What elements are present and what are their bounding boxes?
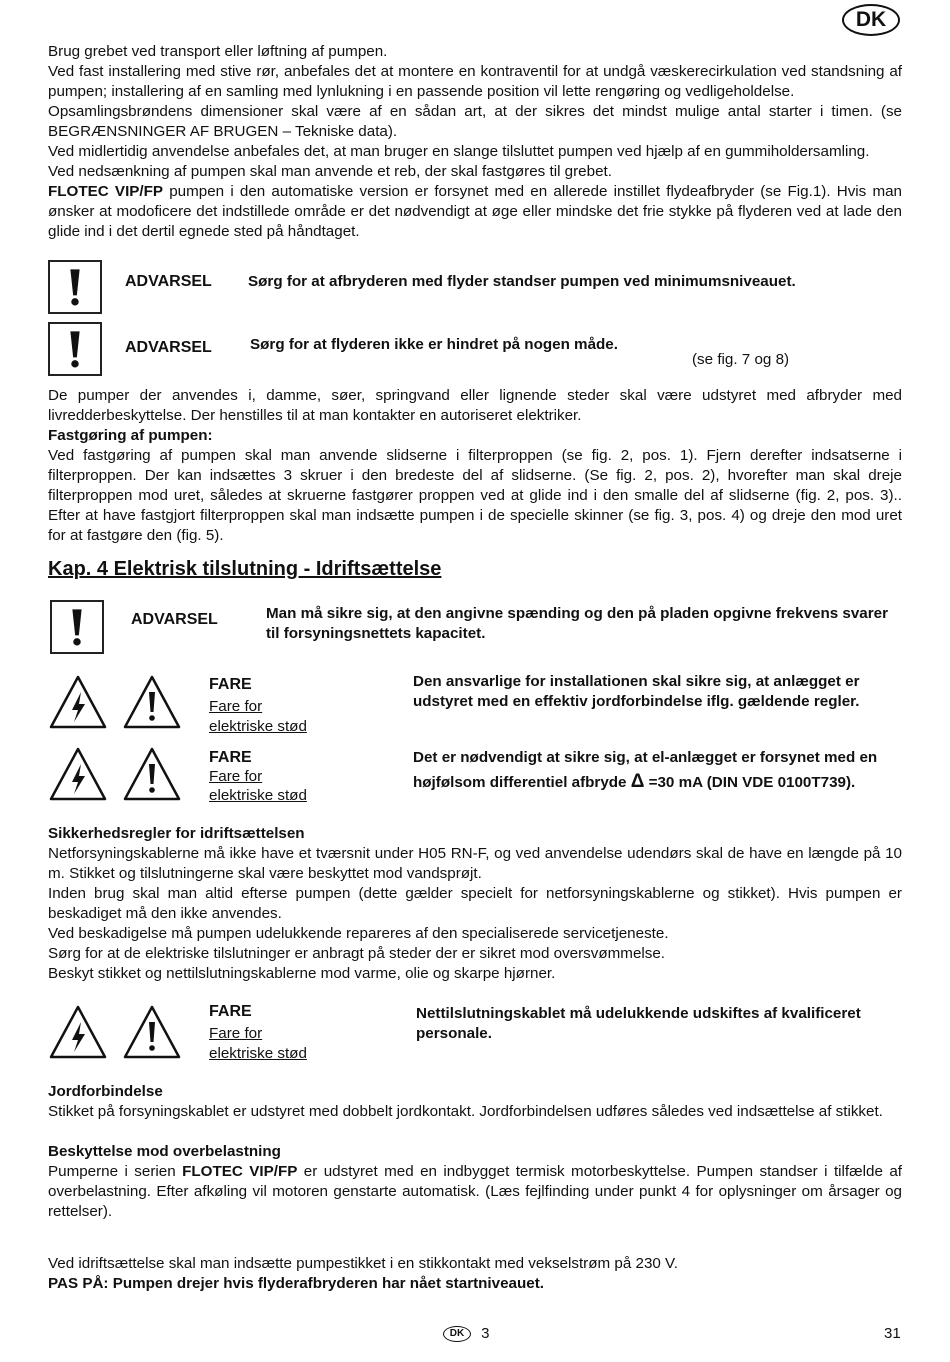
product-name: FLOTEC VIP/FP <box>182 1163 298 1180</box>
safety-p4: Sørg for at de elektriske tilslutninger er anbragt på steder der er sikret mod oversvømmelse. <box>48 945 666 962</box>
delta-symbol: Δ <box>630 771 645 792</box>
earth-title: Jordforbindelse <box>48 1083 163 1100</box>
warning-text: Sørg for at flyderen ikke er hindret på nogen måde. <box>250 336 618 353</box>
danger-text-line-2 <box>413 772 903 793</box>
fastening-text: Ved fastgøring af pumpen skal man anvende slidserne i filterproppen (se fig. 2, pos. 1). Fjern derefter indsatserne i filterproppen. Der kan indsættes 3 skruer i den bredeste del af slidserne. (Se fig. 2, pos. 2), hvorefter man skal dreje filterproppen mod uret, således at skruerne fastgører proppen ved at glide ind i den smalle del af slidserne (fig. 2, pos. 3).. Efter at have fastgjort filterproppen skal man indsætte pumpen i de specielle skinner (se fig. 3, pos. 4) og dreje den mod uret for at fastgøre den (fig. 5). <box>48 447 902 544</box>
overload-text-b: er udstyret med en indbygget termisk motorbeskyttelse. Pumpen standser i tilfælde af overbelastning. Efter afkøling vil motoren genstarte automatisk. (Læs fejlfinding under punkt 4 for oplysninger om årsager og rettelser). <box>48 1163 902 1220</box>
danger-labels <box>209 675 307 737</box>
electric-shock-icon <box>48 1004 108 1060</box>
danger-block-3 <box>48 998 902 1082</box>
warning-text: Man må sikre sig, at den angivne spænding og den på pladen opgivne frekvens svarer til forsyningsnettets kapacitet. <box>266 605 889 642</box>
safety-title: Sikkerhedsregler for idriftsættelsen <box>48 825 305 842</box>
danger-text-line-1: Det er nødvendigt at sikre sig, at el-anlægget er forsynet med en <box>413 749 878 766</box>
warning-text: Sørg for at afbryderen med flyder standser pumpen ved minimumsniveauet. <box>248 273 796 290</box>
danger-labels <box>209 748 307 805</box>
danger-sub-1: Fare for <box>209 768 263 785</box>
safety-p3: Ved beskadigelse må pumpen udelukkende repareres af den specialiserede servicetjeneste. <box>48 925 669 942</box>
warning-block-2 <box>48 322 902 384</box>
danger-sub-2: elektriske stød <box>209 787 307 804</box>
intro-p6-text: pumpen i den automatiske version er forsynet med en allerede instillet flydeafbryder (se Fig.1). Hvis man ønsker at modoficere det indstillede område er det nødvendigt at øge eller mindske det frie stykke på flyderen ved at lade den glide ind i det dertil egnede sted på håndtaget. <box>48 183 902 240</box>
danger-text: Nettilslutningskablet må udelukkende udskiftes af kvalificeret personale. <box>416 1005 861 1042</box>
danger-sub-1: Fare for <box>209 698 263 715</box>
danger-title: FARE <box>209 749 252 766</box>
footer-section <box>443 1324 490 1344</box>
danger-labels <box>209 1002 307 1064</box>
footer-language-badge: DK <box>443 1326 471 1342</box>
safety-p1: Netforsyningskablerne må ikke have et tværsnit under H05 RN-F, og ved anvendelse udendørs skal de have en længde på 10 m. Stikket og tilslutningerne skal være beskyttet mod vandsprøjt. <box>48 845 902 882</box>
startup-p2: PAS PÅ: Pumpen drejer hvis flyderafbryderen har nået startniveauet. <box>48 1275 544 1292</box>
chapter-heading: Kap. 4 Elektrisk tilslutning - Idriftsættelse <box>48 558 442 580</box>
warning-triangle-icon <box>122 674 182 730</box>
overload-title: Beskyttelse mod overbelastning <box>48 1143 281 1160</box>
danger-sub-1: Fare for <box>209 1025 263 1042</box>
intro-p3: Opsamlingsbrøndens dimensioner skal være af en sådan art, at der sikres det mindst mulige antal starter i timen. (se BEGRÆNSNINGER AF BRUGEN – Tekniske data). <box>48 103 902 140</box>
overload-text <box>48 1162 902 1222</box>
exclamation-icon <box>50 600 104 654</box>
warning-block-1 <box>48 260 902 322</box>
electric-shock-icon <box>48 746 108 802</box>
electric-shock-icon <box>48 674 108 730</box>
exclamation-icon <box>48 322 102 376</box>
warning-label: ADVARSEL <box>125 273 212 290</box>
ponds-paragraph: De pumper der anvendes i, damme, søer, springvand eller lignende steder skal være udstyret med afbryder med livredderbeskyttelse. Der henstilles til at man kontakter en autoriseret elektriker. <box>48 387 902 424</box>
footer-section-number: 3 <box>481 1325 490 1342</box>
warning-triangle-icon <box>122 746 182 802</box>
intro-p2: Ved fast installering med stive rør, anbefales det at montere en kontraventil for at undgå væskerecirkulation ved standsning af pumpen; installering af en samling med lynlukning i en passende position vil lette rengøring og vedligeholdelse. <box>48 63 902 100</box>
overload-text-a: Pumperne i serien <box>48 1163 183 1180</box>
language-badge: DK <box>842 4 900 36</box>
danger-sub-2: elektriske stød <box>209 718 307 735</box>
danger-text: Den ansvarlige for installationen skal sikre sig, at anlægget er udstyret med en effektiv jordforbindelse iflg. gældende regler. <box>413 673 860 710</box>
warning-triangle-icon <box>122 1004 182 1060</box>
danger-title: FARE <box>209 676 252 693</box>
warning-label: ADVARSEL <box>131 611 218 628</box>
danger-block-1 <box>48 668 902 742</box>
danger-title: FARE <box>209 1003 252 1020</box>
warning-label: ADVARSEL <box>125 339 212 356</box>
warning-block-3 <box>48 596 902 668</box>
page-content <box>48 42 902 1294</box>
fastening-title: Fastgøring af pumpen: <box>48 427 213 444</box>
earth-text: Stikket på forsyningskablet er udstyret med dobbelt jordkontakt. Jordforbindelsen udføres således ved indsættelse af stikket. <box>48 1103 883 1120</box>
product-name: FLOTEC VIP/FP <box>48 183 164 200</box>
intro-p4: Ved midlertidig anvendelse anbefales det, at man bruger en slange tilsluttet pumpen ved hjælp af en gummiholdersamling. <box>48 143 870 160</box>
figure-reference: (se fig. 7 og 8) <box>692 351 790 368</box>
danger-text-part-b: =30 mA (DIN VDE 0100T739). <box>644 774 856 791</box>
danger-text-part-a: højfølsom differentiel afbryde <box>413 774 631 791</box>
intro-p6 <box>48 182 902 242</box>
safety-p2: Inden brug skal man altid efterse pumpen (dette gælder specielt for netforsyningskablerne og stikket). Hvis pumpen er beskadiget må den ikke anvendes. <box>48 885 902 922</box>
startup-p1: Ved idriftsættelse skal man indsætte pumpestikket i en stikkontakt med vekselstrøm på 230 V. <box>48 1255 679 1272</box>
danger-sub-2: elektriske stød <box>209 1045 307 1062</box>
intro-p5: Ved nedsænkning af pumpen skal man anvende et reb, der skal fastgøres til grebet. <box>48 163 612 180</box>
page-number: 31 <box>884 1325 901 1342</box>
safety-p5: Beskyt stikket og nettilslutningskablerne mod varme, olie og skarpe hjørner. <box>48 965 556 982</box>
intro-p1: Brug grebet ved transport eller løftning af pumpen. <box>48 43 388 60</box>
danger-text <box>413 748 903 793</box>
danger-block-2 <box>48 742 902 824</box>
exclamation-icon <box>48 260 102 314</box>
